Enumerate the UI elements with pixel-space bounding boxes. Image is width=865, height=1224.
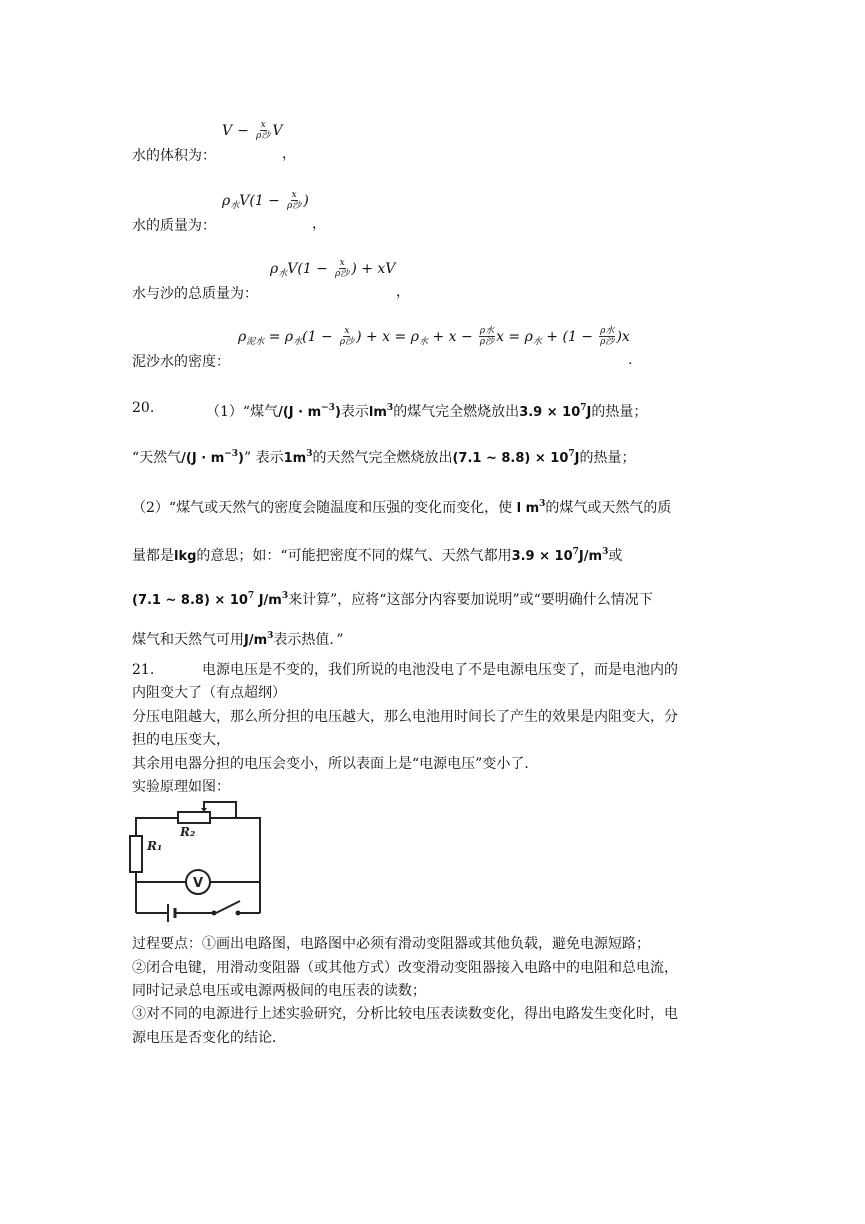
q20-line3: （2）“煤气或天然气的密度会随温度和压强的变化而变化，使 l $m^3$的煤气或天然气的质 bbox=[132, 499, 672, 516]
resistor-r1 bbox=[130, 836, 142, 872]
label-total-mass: 水与沙的总质量为： bbox=[132, 286, 258, 302]
q21-line2: 内阻变大了（有点超纲） bbox=[132, 685, 286, 701]
formula-mud-density: $\rho_{泥水} = \rho_水(1$ − $\frac{x}{\text{ρ沙}}$ ) + $x = \rho_水 + x$ − $\frac{\text{ρ水}}{\text{ρ沙}}$ $x = \rho_水 + (1$ − $\frac{\text{ρ水}}{\text{ρ沙}}$ )x bbox=[238, 326, 630, 347]
q20-line4: 量都是lkg的意思；如：“可能把密度不同的煤气、天然气都用$3.9 \times 10^7J/m^3$或 bbox=[132, 547, 623, 564]
q21-line3: 分压电阻越大，那么所分担的电压越大，那么电池用时间长了产生的效果是内阻变大，分 bbox=[132, 709, 678, 725]
label-r1: R₁ bbox=[147, 839, 163, 853]
formula-water-volume: V − $\frac{x}{\text{ρ沙}}$ V bbox=[222, 120, 283, 141]
q21-line1: 电源电压是不变的，我们所说的电池没电了不是电源电压变了，而是电池内的 bbox=[202, 662, 678, 678]
label-voltmeter: V bbox=[193, 876, 204, 891]
q21-line5: 其余用电器分担的电压会变小，所以表面上是“电源电压”变小了． bbox=[132, 756, 539, 772]
q20-number: 20. bbox=[132, 400, 155, 416]
slider-wire bbox=[204, 802, 236, 818]
q21-line11: 源电压是否变化的结论． bbox=[132, 1030, 286, 1046]
formula-total-mass: $\rho_水V(1$ − $\frac{x}{\text{ρ沙}}$ ) + xV bbox=[270, 258, 396, 279]
q20-line6: 煤气和天然气可用$J/m^3$表示热值．” bbox=[132, 631, 344, 648]
comma: ， bbox=[282, 146, 296, 162]
q21-line10: ③对不同的电源进行上述实验研究，分析比较电压表读数变化，得出电路发生变化时，电 bbox=[132, 1006, 678, 1022]
q20-line5: (7.1 ~ $8.8) \times 10^7$ $J/m^3$来计算”，应将“这部分内容要加说明”或“要明确什么情况下 bbox=[132, 591, 653, 608]
comma: ， bbox=[396, 284, 410, 300]
label-water-mass: 水的质量为： bbox=[132, 218, 216, 234]
wire bbox=[210, 818, 260, 913]
comma: ， bbox=[312, 216, 326, 232]
q21-number: 21. bbox=[132, 662, 155, 678]
q21-line7: 过程要点：①画出电路图，电路图中必须有滑动变阻器或其他负载，避免电源短路； bbox=[132, 936, 650, 952]
q21-line4: 担的电压变大， bbox=[132, 732, 230, 748]
period: . bbox=[628, 352, 633, 368]
q20-line2: “天然气$/(J \cdot m^{-3})$” 表示$1m^3$的天然气完全燃烧放出(7.1 ~ $8.8) \times 10^7J$的热量； bbox=[132, 449, 636, 466]
label-r2: R₂ bbox=[180, 825, 196, 839]
label-water-volume: 水的体积为： bbox=[132, 148, 216, 164]
label-mud-density: 泥沙水的密度： bbox=[132, 354, 230, 370]
circuit-diagram bbox=[128, 798, 268, 934]
resistor-r2 bbox=[178, 812, 210, 823]
q21-line6: 实验原理如图： bbox=[132, 779, 230, 795]
q21-line9: 同时记录总电压或电源两极间的电压表的读数； bbox=[132, 983, 426, 999]
formula-water-mass: $\rho_水V(1$ − $\frac{x}{\text{ρ沙}}$ ) bbox=[222, 190, 309, 211]
q21-line8: ②闭合电键，用滑动变阻器（或其他方式）改变滑动变阻器接入电路中的电阻和总电流， bbox=[132, 960, 678, 976]
q20-line1: （1）“煤气$/(J \cdot m^{-3})$表示$lm^3$的煤气完全燃烧放出$3.9 \times 10^7J$的热量； bbox=[206, 403, 648, 420]
